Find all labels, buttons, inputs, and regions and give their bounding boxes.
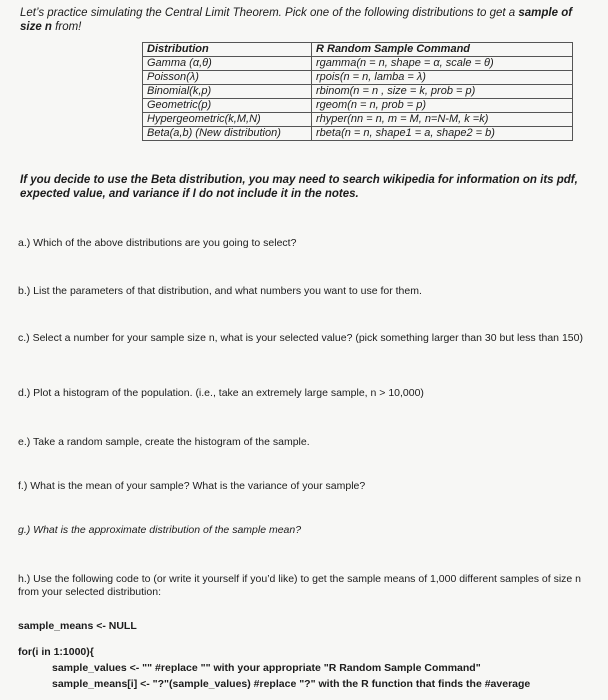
distribution-table — [142, 42, 573, 141]
table-row — [143, 99, 573, 113]
code-line-1: sample_means <- NULL — [18, 620, 137, 632]
command-cell: rhyper(nn = n, m = M, n=N-M, k =k) — [312, 113, 573, 127]
question-a: a.) Which of the above distributions are you going to select? — [18, 237, 297, 249]
header-distribution: Distribution — [143, 43, 312, 57]
code-line-3: sample_values <- "" #replace "" with your appropriate "R Random Sample Command" — [52, 662, 481, 674]
question-g: g.) What is the approximate distribution of the sample mean? — [18, 524, 302, 536]
question-e: e.) Take a random sample, create the histogram of the sample. — [18, 436, 310, 448]
distribution-cell: Gamma (α,θ) — [143, 57, 312, 71]
command-cell: rbinom(n = n , size = k, prob = p) — [312, 85, 573, 99]
distribution-cell: Poisson(λ) — [143, 71, 312, 85]
intro-bold: sample of size n — [20, 7, 573, 33]
distribution-cell: Hypergeometric(k,M,N) — [143, 113, 312, 127]
table-row — [143, 57, 573, 71]
intro-end: from! — [51, 21, 82, 33]
question-c: c.) Select a number for your sample size n, what is your selected value? (pick something larger than 30 but less than 150) — [18, 332, 583, 344]
header-r-command: R Random Sample Command — [312, 43, 573, 57]
table-header-row — [143, 43, 573, 57]
question-d: d.) Plot a histogram of the population. (i.e., take an extremely large sample, n > 10,000) — [18, 387, 424, 399]
table-row — [143, 71, 573, 85]
question-h: h.) Use the following code to (or write it yourself if you’d like) to get the sample means of 1,000 different samples of size n from your selected distribution: — [18, 573, 582, 598]
table-row — [143, 127, 573, 141]
distribution-cell: Binomial(k,p) — [143, 85, 312, 99]
intro-text: Let’s practice simulating the Central Limit Theorem. Pick one of the following distributions to get a — [20, 7, 519, 19]
table-row — [143, 113, 573, 127]
code-line-4: sample_means[i] <- "?"(sample_values) #replace "?" with the R function that finds the #average — [52, 678, 531, 690]
command-cell: rgeom(n = n, prob = p) — [312, 99, 573, 113]
question-b: b.) List the parameters of that distribution, and what numbers you want to use for them. — [18, 285, 422, 297]
command-cell: rgamma(n = n, shape = α, scale = θ) — [312, 57, 573, 71]
command-cell: rpois(n = n, lamba = λ) — [312, 71, 573, 85]
code-line-2: for(i in 1:1000){ — [18, 646, 94, 658]
intro-paragraph — [20, 6, 595, 34]
beta-note: If you decide to use the Beta distribution, you may need to search wikipedia for information on its pdf, expected value, and variance if I do not include it in the notes. — [20, 174, 578, 200]
distribution-cell: Geometric(p) — [143, 99, 312, 113]
command-cell: rbeta(n = n, shape1 = a, shape2 = b) — [312, 127, 573, 141]
table-row — [143, 85, 573, 99]
distribution-cell: Beta(a,b) (New distribution) — [143, 127, 312, 141]
question-f: f.) What is the mean of your sample? What is the variance of your sample? — [18, 480, 366, 492]
